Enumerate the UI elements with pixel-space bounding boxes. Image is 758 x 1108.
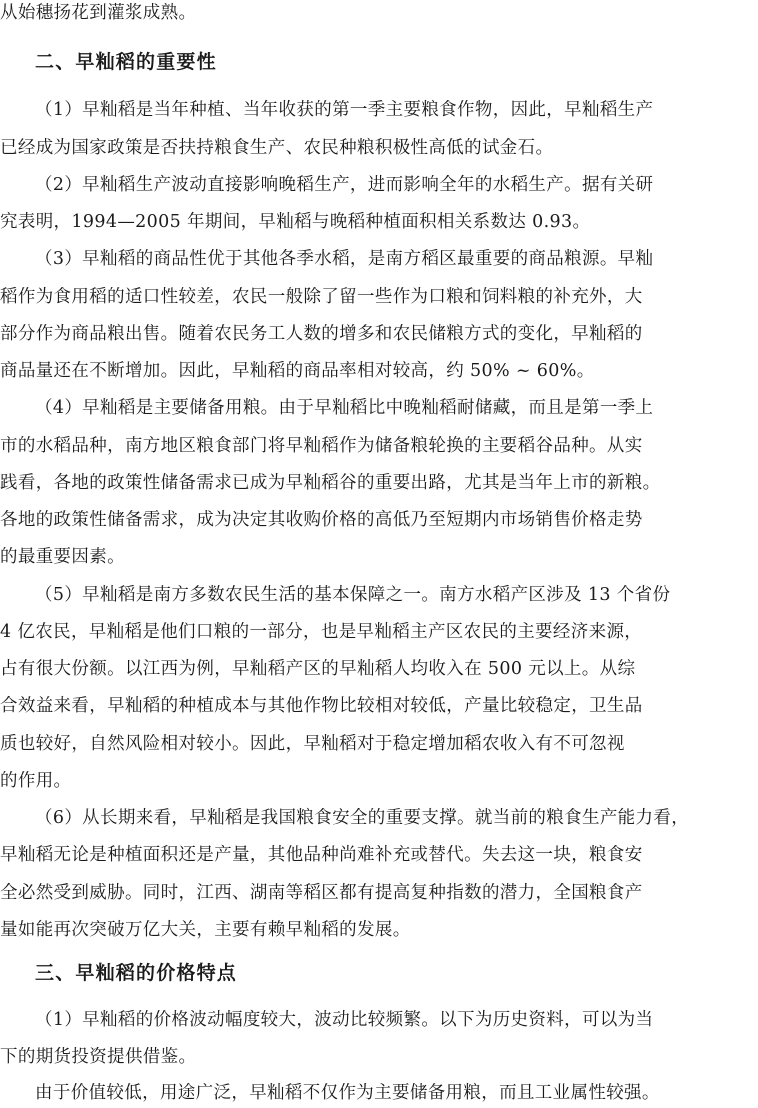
- paragraph-line: 4 亿农民，早籼稻是他们口粮的一部分，也是早籼稻主产区农民的主要经济来源，: [0, 622, 643, 642]
- paragraph-line: 践看，各地的政策性储备需求已成为早籼稻谷的重要出路，尤其是当年上市的新粮。: [0, 473, 661, 493]
- section-heading-importance: 二、早籼稻的重要性: [35, 51, 217, 73]
- paragraph-line: 的最重要因素。: [0, 547, 125, 567]
- paragraph-line: 稻作为食用稻的适口性较差，农民一般除了留一些作为口粮和饲料粮的补充外，大: [0, 287, 643, 307]
- paragraph-line: 究表明，1994—2005 年期间，早籼稻与晚稻种植面积相关系数达 0.93。: [0, 212, 591, 232]
- paragraph-line: 的作用。: [0, 771, 72, 791]
- paragraph-line: 由于价值较低，用途广泛，早籼稻不仅作为主要储备用粮，而且工业属性较强。: [35, 1083, 660, 1103]
- paragraph-line: 下的期货投资提供借鉴。: [0, 1047, 197, 1067]
- paragraph-line: 早籼稻无论是种植面积还是产量，其他品种尚难补充或替代。失去这一块，粮食安: [0, 845, 643, 865]
- section-heading-price-features: 三、早籼稻的价格特点: [35, 962, 238, 984]
- paragraph-line: （4）早籼稻是主要储备用粮。由于早籼稻比中晚籼稻耐储藏，而且是第一季上: [35, 398, 654, 418]
- paragraph-line: 已经成为国家政策是否扶持粮食生产、农民种粮积极性高低的试金石。: [0, 138, 554, 158]
- paragraph-line: 商品量还在不断增加。因此，早籼稻的商品率相对较高，约 50% ~ 60%。: [0, 361, 595, 381]
- paragraph-line: （2）早籼稻生产波动直接影响晚稻生产，进而影响全年的水稻生产。据有关研: [35, 175, 654, 195]
- paragraph-line: （1）早籼稻的价格波动幅度较大，波动比较频繁。以下为历史资料，可以为当: [35, 1010, 654, 1030]
- paragraph-line: 占有很大份额。以江西为例，早籼稻产区的早籼稻人均收入在 500 元以上。从综: [0, 659, 636, 679]
- paragraph-line: （1）早籼稻是当年种植、当年收获的第一季主要粮食作物，因此，早籼稻生产: [35, 100, 654, 120]
- paragraph-line: 市的水稻品种，南方地区粮食部门将早籼稻作为储备粮轮换的主要稻谷品种。从实: [0, 436, 643, 456]
- paragraph-line: 量如能再次突破万亿大关，主要有赖早籼稻的发展。: [0, 920, 411, 940]
- paragraph-line: 部分作为商品粮出售。随着农民务工人数的增多和农民储粮方式的变化，早籼稻的: [0, 324, 643, 344]
- paragraph-line: （5）早籼稻是南方多数农民生活的基本保障之一。南方水稻产区涉及 13 个省份: [35, 585, 671, 605]
- paragraph-line: （3）早籼稻的商品性优于其他各季水稻，是南方稻区最重要的商品粮源。早籼: [35, 249, 654, 269]
- intro-line: 从始穗扬花到灌浆成熟。: [0, 3, 197, 23]
- paragraph-line: 合效益来看，早籼稻的种植成本与其他作物比较相对较低，产量比较稳定，卫生品: [0, 696, 643, 716]
- paragraph-line: 质也较好，自然风险相对较小。因此，早籼稻对于稳定增加稻农收入有不可忽视: [0, 734, 625, 754]
- paragraph-line: 全必然受到威胁。同时，江西、湖南等稻区都有提高复种指数的潜力，全国粮食产: [0, 883, 643, 903]
- paragraph-line: 各地的政策性储备需求，成为决定其收购价格的高低乃至短期内市场销售价格走势: [0, 510, 643, 530]
- paragraph-line: （6）从长期来看，早籼稻是我国粮食安全的重要支撑。就当前的粮食生产能力看，: [35, 808, 690, 828]
